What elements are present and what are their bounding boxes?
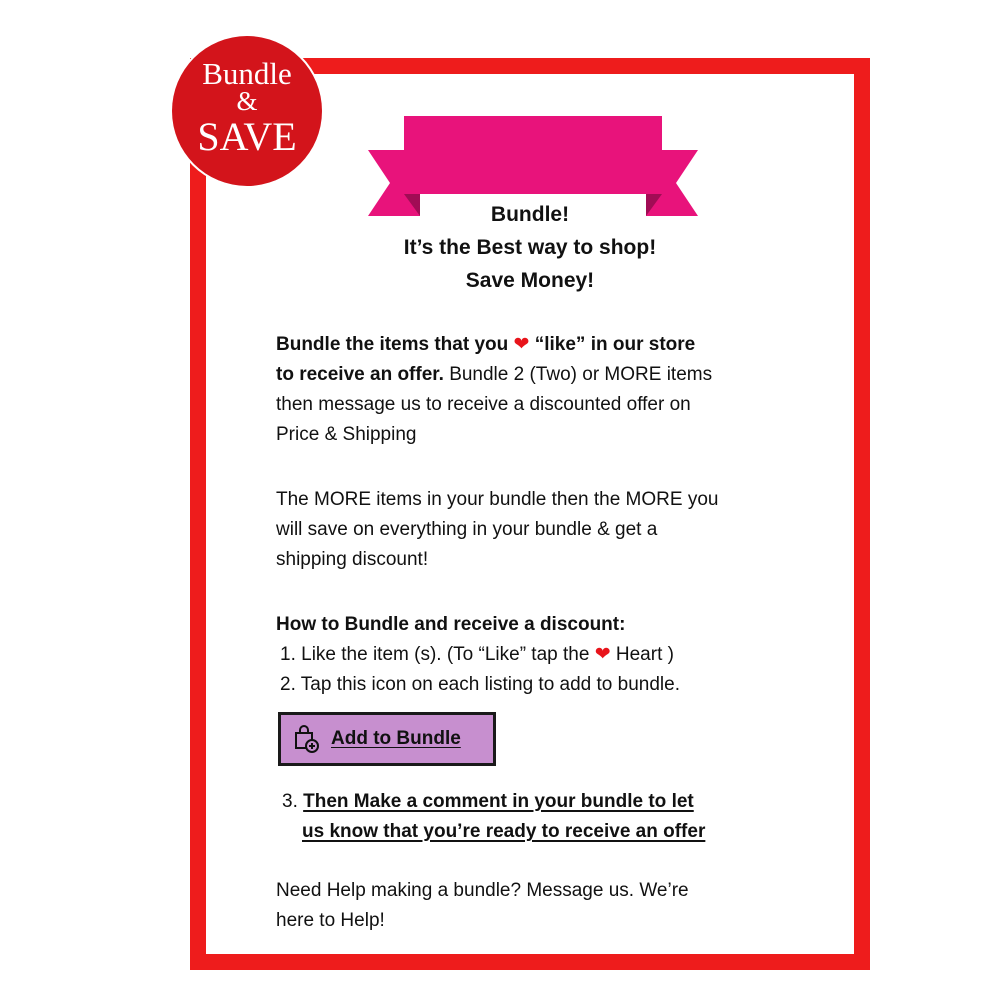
intro-plain-b: then message us to receive a discounted offer on — [276, 394, 691, 415]
badge-line-1: Bundle — [202, 56, 292, 91]
bag-plus-icon — [291, 724, 321, 754]
step-1-heart-label: Heart ) — [615, 644, 674, 665]
howto-section — [276, 610, 816, 700]
bundle-save-badge — [172, 36, 322, 186]
help-line-1: Need Help making a bundle? Message us. We’re — [276, 880, 689, 901]
header-line-3: Save Money! — [465, 269, 595, 292]
intro-plain-c: Price & Shipping — [276, 424, 417, 445]
step-3-number: 3. — [282, 791, 298, 812]
more-line-2: will save on everything in your bundle & get a — [276, 519, 658, 540]
step-3 — [282, 787, 822, 847]
howto-heading: How to Bundle and receive a discount: — [276, 614, 626, 635]
header-title — [330, 198, 730, 297]
ribbon-center — [404, 116, 662, 194]
more-line-3: shipping discount! — [276, 549, 429, 570]
more-line-1: The MORE items in your bundle then the MORE you — [276, 489, 719, 510]
step-1-text: 1. Like the item (s). (To “Like” tap the — [280, 644, 590, 665]
step-1 — [276, 640, 816, 670]
intro-paragraph — [276, 330, 816, 450]
header-line-1: Bundle! — [490, 203, 570, 226]
intro-plain-a: Bundle 2 (Two) or MORE items — [449, 364, 713, 385]
heart-icon: ❤ — [513, 334, 530, 355]
more-paragraph — [276, 485, 816, 575]
step-3-line-1: Then Make a comment in your bundle to let — [303, 791, 694, 812]
add-to-bundle-button[interactable] — [278, 712, 496, 766]
intro-bold-a: Bundle the items that you — [276, 334, 509, 355]
intro-bold-b: “like” in our store — [534, 334, 696, 355]
help-line-2: here to Help! — [276, 910, 385, 931]
heart-icon: ❤ — [594, 644, 611, 665]
add-to-bundle-label: Add to Bundle — [331, 728, 461, 749]
step-2: 2. Tap this icon on each listing to add to bundle. — [280, 674, 680, 695]
help-paragraph — [276, 876, 816, 936]
header-line-2: It’s the Best way to shop! — [403, 236, 657, 259]
intro-bold-c: to receive an offer. — [276, 364, 444, 385]
badge-line-3: SAVE — [197, 114, 297, 159]
step-3-line-2: us know that you’re ready to receive an offer — [302, 821, 706, 842]
badge-line-2: & — [236, 86, 258, 116]
